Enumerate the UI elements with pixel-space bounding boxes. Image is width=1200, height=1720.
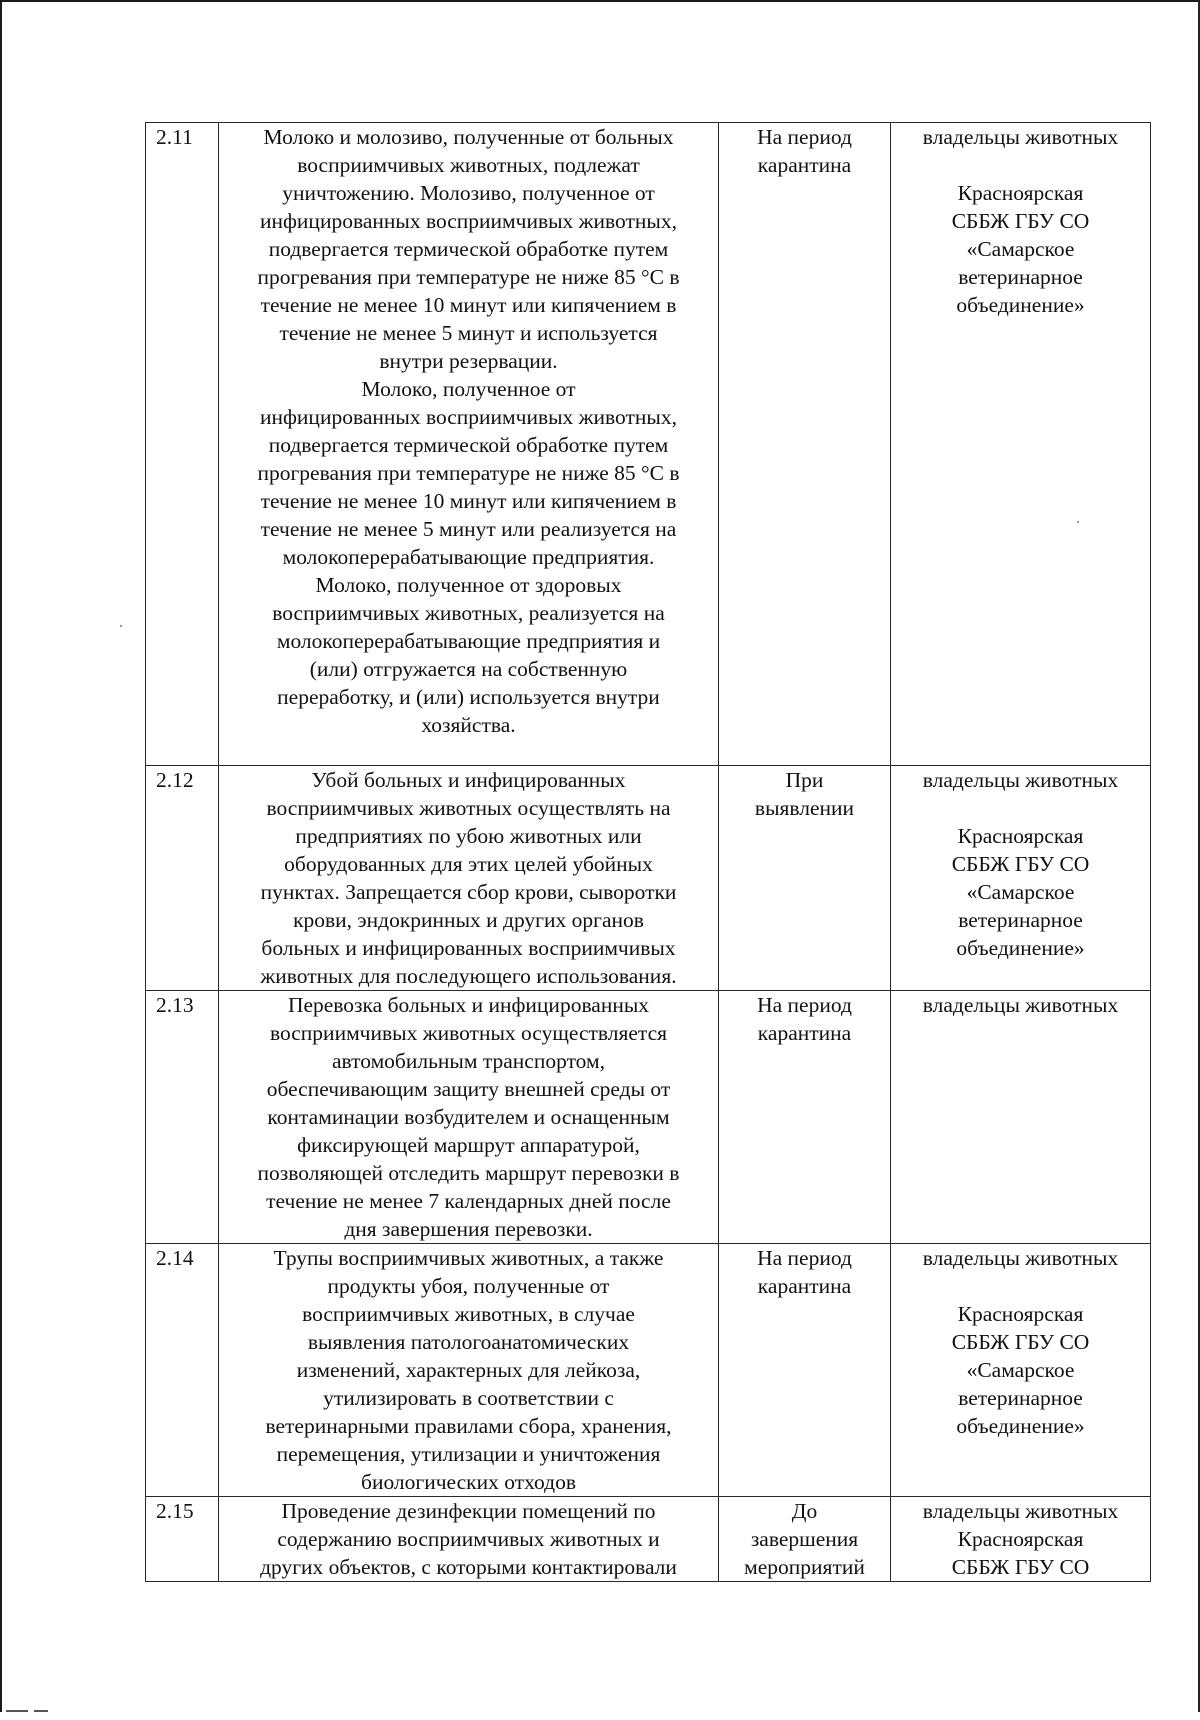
measure-term	[719, 991, 891, 1244]
text-line: биологических отходов	[361, 1470, 576, 1494]
text-line: пунктах. Запрещается сбор крови, сыворотки	[260, 880, 677, 904]
scan-border-left	[0, 0, 2, 1712]
text-line: ветеринарное	[958, 1386, 1083, 1410]
text-line: восприимчивых животных осуществлять на	[266, 796, 671, 820]
measure-description	[219, 991, 719, 1244]
table-row	[146, 991, 1151, 1244]
scan-speck	[120, 625, 122, 627]
text-line: карантина	[757, 1274, 852, 1298]
text-line: ветеринарное	[958, 908, 1083, 932]
blank-line	[891, 794, 1150, 822]
text-line: течение не менее 5 минут или реализуется на	[260, 517, 677, 541]
text-line: владельцы животных	[922, 768, 1119, 792]
text-line: При	[785, 768, 824, 792]
text-line: позволяющей отследить маршрут перевозки в	[257, 1161, 680, 1185]
item-number: 2.13	[146, 991, 219, 1244]
text-line: Молоко, полученное от здоровых	[315, 573, 622, 597]
measure-responsible	[891, 123, 1151, 766]
text-line: перемещения, утилизации и уничтожения	[276, 1442, 661, 1466]
text-line: владельцы животных	[922, 1499, 1119, 1523]
measure-term	[719, 1497, 891, 1582]
text-line: уничтожению. Молозиво, полученное от	[282, 181, 655, 205]
text-line: молокоперерабатывающие предприятия и	[276, 629, 661, 653]
table-row	[146, 766, 1151, 991]
text-line: подвергается термической обработке путем	[268, 433, 669, 457]
measure-description	[219, 123, 719, 766]
blank-line	[891, 1272, 1150, 1300]
text-line: восприимчивых животных осуществляется	[269, 1021, 668, 1045]
text-line: карантина	[757, 1021, 852, 1045]
measure-term	[719, 766, 891, 991]
measure-term	[719, 1244, 891, 1497]
text-line: На период	[757, 125, 852, 149]
text-line: выявления патологоанатомических	[307, 1330, 630, 1354]
text-line: владельцы животных	[922, 125, 1119, 149]
measure-responsible	[891, 1497, 1151, 1582]
text-line: мероприятий	[744, 1555, 865, 1579]
text-line: предприятиях по убою животных или	[295, 824, 642, 848]
item-number: 2.12	[146, 766, 219, 991]
text-line: продукты убоя, полученные от	[327, 1274, 610, 1298]
text-line: СББЖ ГБУ СО	[951, 1555, 1090, 1579]
text-line: хозяйства.	[421, 713, 516, 737]
text-line: контаминации возбудителем и оснащенным	[267, 1105, 670, 1129]
text-line: подвергается термической обработке путем	[268, 237, 669, 261]
text-line: (или) отгружается на собственную	[309, 657, 628, 681]
text-line: выявлении	[754, 796, 855, 820]
text-line: инфицированных восприимчивых животных,	[259, 209, 677, 233]
text-line: объединение»	[956, 293, 1085, 317]
item-number: 2.11	[146, 123, 219, 766]
text-line: восприимчивых животных, реализуется на	[272, 601, 665, 625]
text-line: дня завершения перевозки.	[344, 1217, 593, 1241]
measure-description	[219, 766, 719, 991]
item-number: 2.14	[146, 1244, 219, 1497]
text-line: Молоко и молозиво, полученные от больных	[263, 125, 674, 149]
measure-responsible	[891, 766, 1151, 991]
text-line: Молоко, полученное от	[361, 377, 576, 401]
text-line: Красноярская	[957, 1302, 1084, 1326]
measures-table-body	[146, 123, 1151, 1582]
text-line: карантина	[757, 153, 852, 177]
blank-line	[891, 151, 1150, 179]
text-line: животных для последующего использования.	[260, 964, 677, 988]
text-line: СББЖ ГБУ СО	[951, 852, 1090, 876]
text-line: прогревания при температуре не ниже 85 °С в	[257, 265, 680, 289]
text-line: содержанию восприимчивых животных и	[277, 1527, 660, 1551]
text-line: восприимчивых животных, подлежат	[297, 153, 640, 177]
text-line: Убой больных и инфицированных	[311, 768, 626, 792]
text-line: оборудованных для этих целей убойных	[284, 852, 653, 876]
measure-term	[719, 123, 891, 766]
text-line: течение не менее 5 минут и используется	[279, 321, 658, 345]
text-line: «Самарское	[966, 1358, 1075, 1382]
text-line: других объектов, с которыми контактировали	[260, 1555, 677, 1579]
text-line: СББЖ ГБУ СО	[951, 209, 1090, 233]
text-line: завершения	[750, 1527, 859, 1551]
text-line: течение не менее 10 минут или кипячением в	[260, 489, 677, 513]
text-line: течение не менее 10 минут или кипячением в	[260, 293, 677, 317]
text-line: До	[791, 1499, 818, 1523]
text-line: обеспечивающим защиту внешней среды от	[266, 1077, 671, 1101]
item-number: 2.15	[146, 1497, 219, 1582]
text-line: утилизировать в соответствии с	[323, 1386, 614, 1410]
text-line: На период	[757, 1246, 852, 1270]
text-line: объединение»	[956, 1414, 1085, 1438]
text-line: «Самарское	[966, 880, 1075, 904]
text-line: крови, эндокринных и других органов	[293, 908, 644, 932]
text-line: владельцы животных	[922, 1246, 1119, 1270]
text-line: больных и инфицированных восприимчивых	[261, 936, 676, 960]
text-line: СББЖ ГБУ СО	[951, 1330, 1090, 1354]
text-line: течение не менее 7 календарных дней после	[266, 1189, 671, 1213]
text-line: фиксирующей маршрут аппаратурой,	[297, 1133, 640, 1157]
table-row	[146, 1244, 1151, 1497]
text-line: инфицированных восприимчивых животных,	[259, 405, 677, 429]
text-line: молокоперерабатывающие предприятия.	[282, 545, 655, 569]
text-line: Красноярская	[957, 181, 1084, 205]
text-line: восприимчивых животных, в случае	[302, 1302, 635, 1326]
text-line: автомобильным транспортом,	[331, 1049, 606, 1073]
text-line: Проведение дезинфекции помещений по	[281, 1499, 656, 1523]
scan-speck	[1077, 521, 1079, 523]
table-row	[146, 123, 1151, 766]
text-line: ветеринарными правилами сбора, хранения,	[265, 1414, 672, 1438]
text-line: объединение»	[956, 936, 1085, 960]
text-line: прогревания при температуре не ниже 85 °С в	[257, 461, 680, 485]
measure-description	[219, 1244, 719, 1497]
scan-footer-marks	[6, 1702, 66, 1706]
text-line: владельцы животных	[922, 993, 1119, 1017]
measure-responsible	[891, 991, 1151, 1244]
text-line: переработку, и (или) используется внутри	[277, 685, 660, 709]
text-line: Трупы восприимчивых животных, а также	[273, 1246, 664, 1270]
table-row	[146, 1497, 1151, 1582]
text-line: изменений, характерных для лейкоза,	[296, 1358, 641, 1382]
measure-description	[219, 1497, 719, 1582]
text-line: внутри резервации.	[379, 349, 558, 373]
scan-border-top	[0, 0, 1200, 2]
text-line: Красноярская	[957, 1527, 1084, 1551]
text-line: ветеринарное	[958, 265, 1083, 289]
text-line: На период	[757, 993, 852, 1017]
measures-table	[145, 122, 1151, 1582]
text-line: «Самарское	[966, 237, 1075, 261]
text-line: Перевозка больных и инфицированных	[287, 993, 650, 1017]
measure-responsible	[891, 1244, 1151, 1497]
text-line: Красноярская	[957, 824, 1084, 848]
